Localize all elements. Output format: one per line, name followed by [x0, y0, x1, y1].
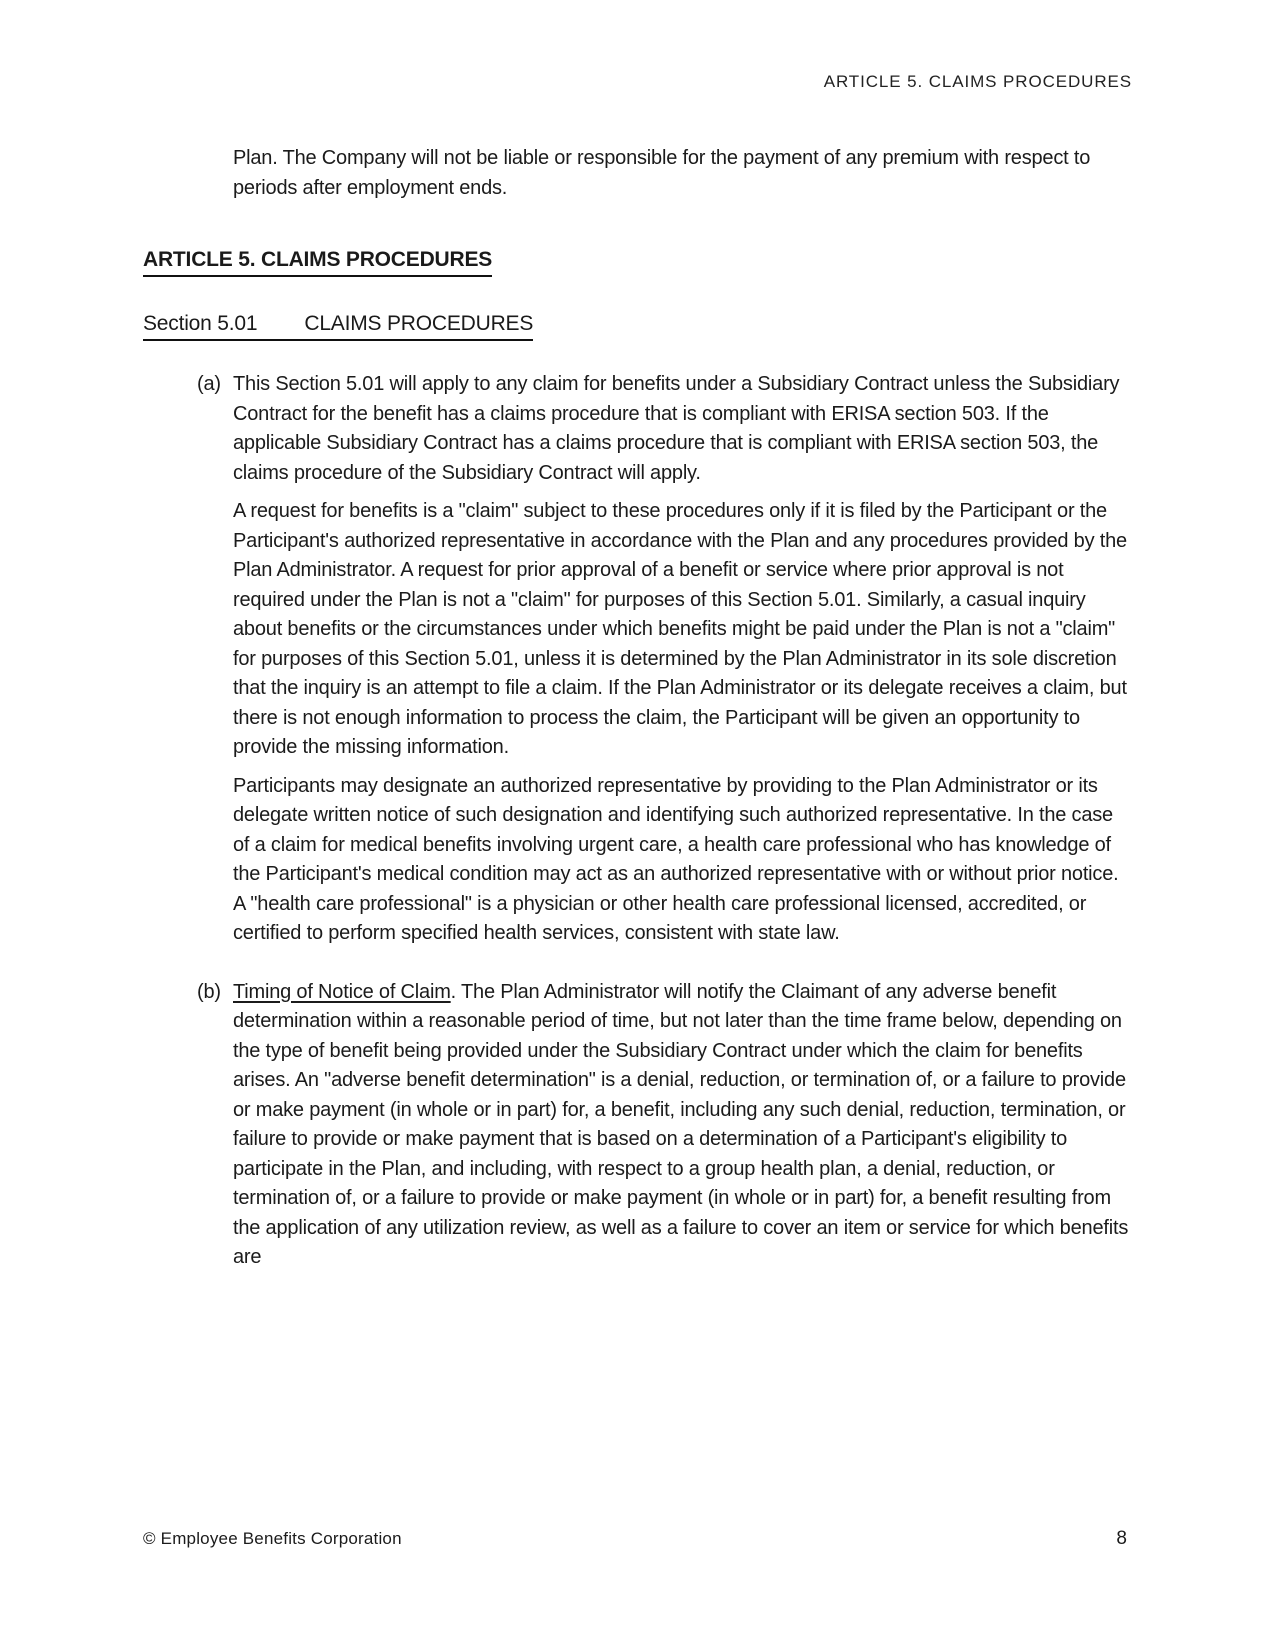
item-b-lead-underlined: Timing of Notice of Claim: [233, 980, 451, 1003]
list-item-b: [143, 978, 1132, 1273]
footer-copyright: © Employee Benefits Corporation: [143, 1529, 402, 1548]
section-heading-row: [143, 277, 1132, 341]
item-b-paragraph-text: . The Plan Administrator will notify the Claimant of any adverse benefit determination within a reasonable period of time, but not later than the time frame below, depending on the type of benefit being provided under the Subsidiary Contract under which the claim for benefits arises. An "adverse benefit determination" is a denial, reduction, or termination of, or a failure to provide or make payment (in whole or in part) for, a benefit, including any such denial, reduction, termination, or failure to provide or make payment that is based on a determination of a Participant's eligibility to participate in the Plan, and including, with respect to a group health plan, a denial, reduction, or termination of, or a failure to provide or make payment (in whole or in part) for, a benefit resulting from the application of any utilization review, as well as a failure to cover an item or service for which benefits are: [233, 980, 1129, 1268]
running-header: ARTICLE 5. CLAIMS PROCEDURES: [823, 72, 1132, 91]
list-item-b-body: [233, 978, 1132, 1273]
item-a-paragraph-2: A request for benefits is a "claim" subject to these procedures only if it is filed by the Participant or the Participant's authorized representative in accordance with the Plan and any procedures provided by the Plan Administrator. A request for prior approval of a benefit or service where prior approval is not required under the Plan is not a "claim" for purposes of this Section 5.01. Similarly, a casual inquiry about benefits or the circumstances under which benefits might be paid under the Plan is not a "claim" for purposes of this Section 5.01, unless it is determined by the Plan Administrator in its sole discretion that the inquiry is an attempt to file a claim. If the Plan Administrator or its delegate receives a claim, but there is not enough information to process the claim, the Participant will be given an opportunity to provide the missing information.: [233, 500, 1127, 758]
article-heading: ARTICLE 5. CLAIMS PROCEDURES: [143, 247, 492, 277]
list-item-a-label: (a): [197, 373, 221, 395]
intro-paragraph: Plan. The Company will not be liable or responsible for the payment of any premium with respect to periods after employment ends.: [233, 147, 1091, 199]
list-item-a-body: [233, 370, 1132, 488]
list-item-a: [143, 370, 1132, 488]
item-a-paragraph-1: This Section 5.01 will apply to any claim for benefits under a Subsidiary Contract unless the Subsidiary Contract for the benefit has a claims procedure that is compliant with ERISA section 503. If the applicable Subsidiary Contract has a claims procedure that is compliant with ERISA section 503, the claims procedure of the Subsidiary Contract will apply.: [233, 373, 1120, 484]
section-heading: [143, 311, 533, 341]
article-heading-row: [143, 203, 1132, 277]
list-item-b-label: (b): [197, 980, 221, 1003]
page-content: [143, 0, 1132, 1273]
item-a-paragraph-3: Participants may designate an authorized representative by providing to the Plan Administrator or its delegate written notice of such designation and identifying such authorized representative. In the case of a claim for medical benefits involving urgent care, a health care professional who has knowledge of the Participant's medical condition may act as an authorized representative with or without prior notice. A "health care professional" is a physician or other health care professional licensed, accredited, or certified to perform specified health services, consistent with state law.: [233, 774, 1119, 944]
footer-page-number: 8: [1116, 1528, 1127, 1549]
page-footer: [143, 1528, 1127, 1550]
section-title: CLAIMS PROCEDURES: [304, 312, 534, 335]
section-number: Section 5.01: [143, 312, 258, 335]
